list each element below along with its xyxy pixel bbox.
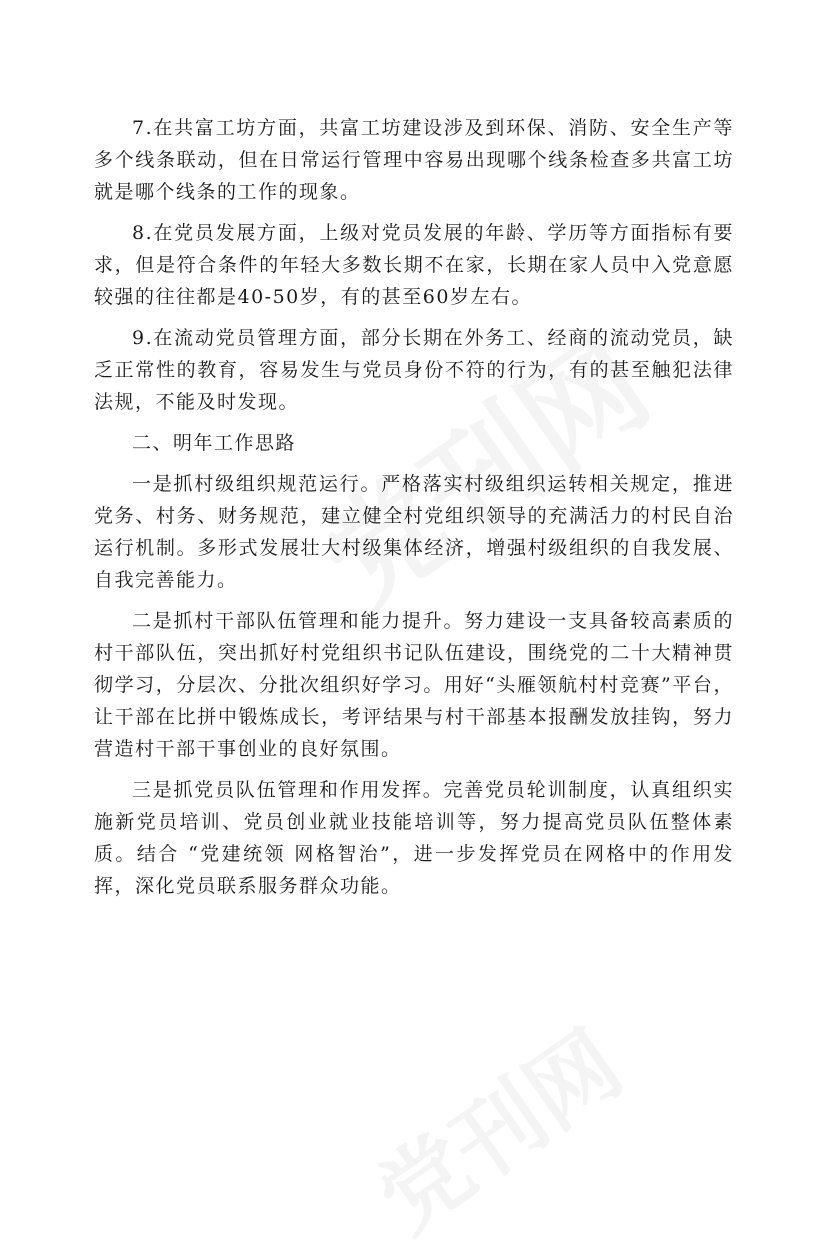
paragraph-item-9: 9.在流动党员管理方面，部分长期在外务工、经商的流动党员，缺乏正常性的教育，容易发生与党员身份不符的行为，有的甚至触犯法律法规，不能及时发现。 [94, 327, 734, 413]
watermark-text-bottom [347, 994, 643, 1255]
paragraph-plan-3: 三是抓党员队伍管理和作用发挥。完善党员轮训制度，认真组织实施新党员培训、党员创业就业技能培训等，努力提高党员队伍整体素质。结合 “党建统领 网格智治”，进一步发挥党员在网格中的作用发挥，深化党员联系服务群众功能。 [94, 779, 734, 897]
document-body [94, 112, 734, 911]
section-heading: 二、明年工作思路 [132, 432, 297, 454]
paragraph-item-7: 7.在共富工坊方面，共富工坊建设涉及到环保、消防、安全生产等多个线条联动，但在日常运行管理中容易出现哪个线条检查多共富工坊就是哪个线条的工作的现象。 [94, 117, 734, 203]
paragraph-item-8: 8.在党员发展方面，上级对党员发展的年龄、学历等方面指标有要求，但是符合条件的年轻大多数长期不在家，长期在家人员中入党意愿较强的往往都是40-50岁，有的甚至60岁左右。 [94, 222, 734, 308]
paragraph-plan-1: 一是抓村级组织规范运行。严格落实村级组织运转相关规定，推进党务、村务、财务规范，建立健全村党组织领导的充满活力的村民自治运行机制。多形式发展壮大村级集体经济，增强村级组织的自我发展、自我完善能力。 [94, 473, 734, 591]
paragraph-plan-2: 二是抓村干部队伍管理和能力提升。努力建设一支具备较高素质的村干部队伍，突出抓好村党组织书记队伍建设，围绕党的二十大精神贯彻学习，分层次、分批次组织好学习。用好“头雁领航村村竞赛”平台，让干部在比拼中锻炼成长，考评结果与村干部基本报酬发放挂钩，努力营造村干部干事创业的良好氛围。 [94, 610, 734, 760]
